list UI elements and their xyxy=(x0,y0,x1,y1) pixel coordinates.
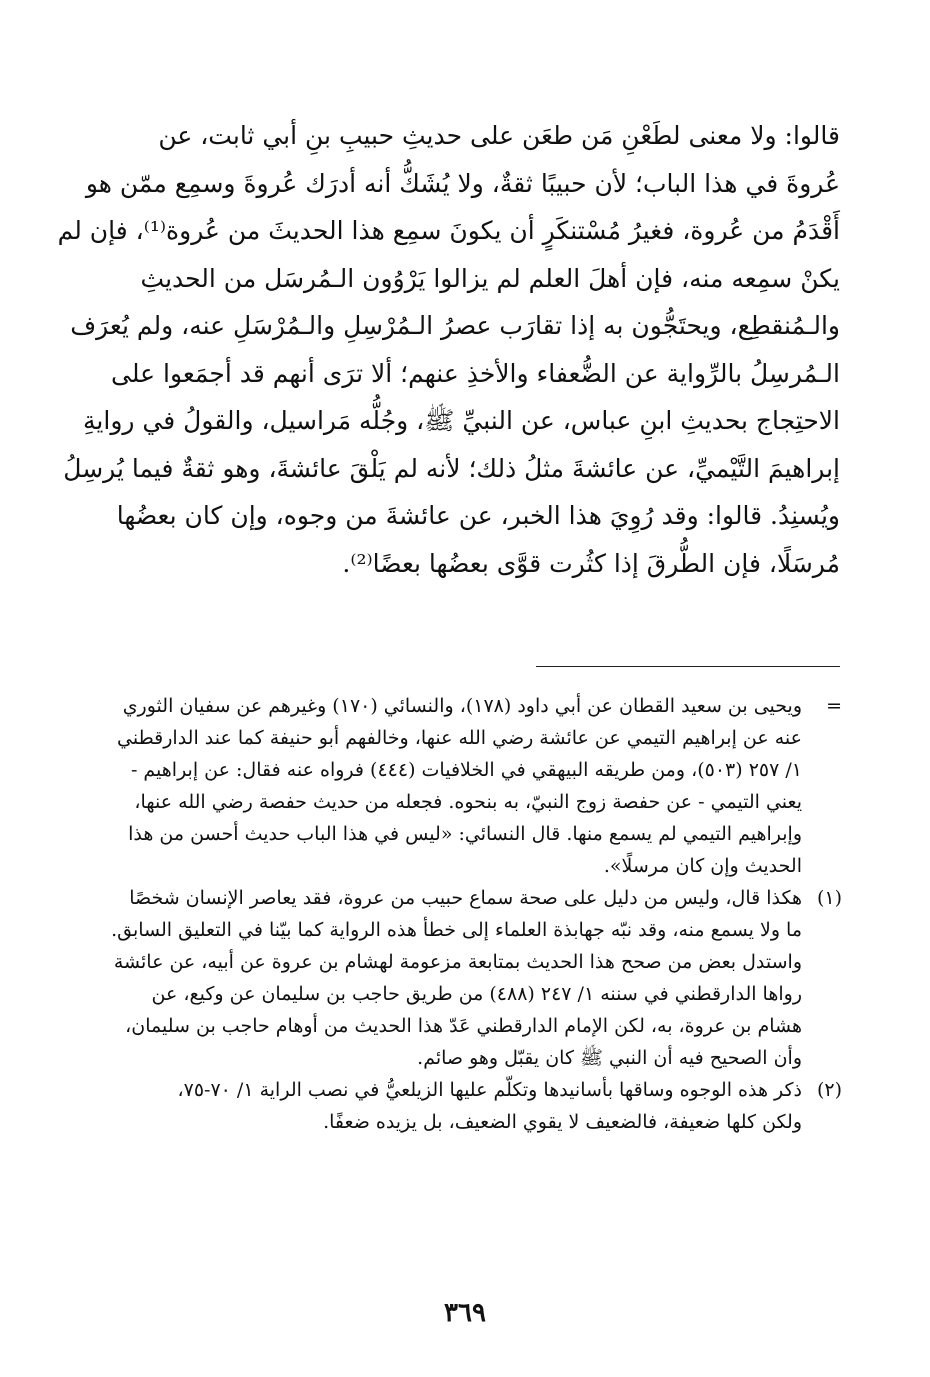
footnote-continuation-marker: = xyxy=(826,695,842,717)
main-text-line: الـمُرسِلُ بالرِّواية عن الضُّعفاء والأخذِ عنهم؛ ألا ترَى أنهم قد أجمَعوا على xyxy=(111,358,840,388)
footnote-line: يعني التيمي - عن حفصة زوج النبيّ، به بنحوه. فجعله من حديث حفصة رضي الله عنها، xyxy=(134,791,802,813)
main-text-line: مُرسَلًا، فإن الطُّرقَ إذا كثُرت قوَّى بعضُها بعضًا⁽²⁾. xyxy=(342,548,840,578)
footnote-divider xyxy=(536,666,840,667)
footnotes-section xyxy=(100,690,842,1138)
footnote-line: واستدل بعض من صحح هذا الحديث بمتابعة مزعومة لهشام بن عروة عن أبيه، عن عائشة xyxy=(113,951,802,973)
footnote-line: رواها الدارقطني في سننه ١/ ٢٤٧ (٤٨٨) من طريق حاجب بن سليمان عن وكيع، عن xyxy=(151,983,802,1005)
main-text-line: الاحتِجاج بحديثِ ابنِ عباس، عن النبيِّ ﷺ، وجُلُّه مَراسيل، والقولُ في روايةِ xyxy=(83,406,840,435)
main-text-line: أَقْدَمُ من عُروة، فغيرُ مُسْتنكَرٍ أن يكونَ سمِع هذا الحديثَ من عُروة⁽¹⁾، فإن لم xyxy=(57,216,840,245)
footnote-line: وإبراهيم التيمي لم يسمع منها. قال النسائي: «ليس في هذا الباب حديث أحسن من هذا xyxy=(128,823,802,845)
footnote-line: الحديث وإن كان مرسلًا». xyxy=(603,855,802,877)
main-text-line: والـمُنقطِع، ويحتَجُّون به إذا تقارَب عصرُ الـمُرْسِلِ والـمُرْسَلِ عنه، ولم يُعرَف xyxy=(70,311,840,340)
main-text-line: ويُسنِدُ. قالوا: وقد رُوِيَ هذا الخبر، عن عائشةَ من وجوه، وإن كان بعضُها xyxy=(116,501,840,530)
main-text-line: يكنْ سمِعه منه، فإن أهلَ العلم لم يزالوا يَرْوُون الـمُرسَل من الحديثِ xyxy=(140,263,840,293)
footnote-line: (١)هكذا قال، وليس من دليل على صحة سماع حبيب من عروة، فقد يعاصر الإنسان شخصًا xyxy=(100,882,842,914)
footnote-2 xyxy=(100,1074,842,1138)
footnote-line: ١/ ٢٥٧ (٥٠٣)، ومن طريقه البيهقي في الخلافيات (٤٤٤) فرواه عنه فقال: عن إبراهيم - xyxy=(130,759,802,781)
footnote-line: ما ولا يسمع منه، وقد نبّه جهابذة العلماء إلى خطأ هذه الرواية كما بيّنا في التعليق السابق. xyxy=(111,919,802,941)
footnote-line: عنه عن إبراهيم التيمي عن عائشة رضي الله عنها، وخالفهم أبو حنيفة كما عند الدارقطني xyxy=(117,727,802,749)
main-text-line: قالوا: ولا معنى لطَعْنِ مَن طعَن على حديثِ حبيبِ بنِ أبي ثابت، عن xyxy=(158,121,840,150)
footnote-line: وأن الصحيح فيه أن النبي ﷺ كان يقبّل وهو صائم. xyxy=(417,1047,802,1069)
main-text-body xyxy=(57,112,840,587)
footnote-1 xyxy=(100,882,842,1074)
main-text-line: عُروةَ في هذا الباب؛ لأن حبيبًا ثقةٌ، ولا يُشَكُّ أنه أدرَك عُروةَ وسمِع ممّن هو xyxy=(85,168,840,198)
footnote-line: ولكن كلها ضعيفة، فالضعيف لا يقوي الضعيف، بل يزيده ضعفًا. xyxy=(323,1111,802,1133)
main-text-line: إبراهيمَ التَّيْميِّ، عن عائشةَ مثلُ ذلك؛ لأنه لم يَلْقَ عائشةَ، وهو ثقةٌ فيما يُرسِلُ xyxy=(63,453,840,483)
footnote-line: هشام بن عروة، به، لكن الإمام الدارقطني عَدّ هذا الحديث من أوهام حاجب بن سليمان، xyxy=(125,1015,802,1037)
footnote-continuation xyxy=(100,690,842,882)
footnote-2-marker: (٢) xyxy=(816,1079,842,1101)
footnote-line: =ويحيى بن سعيد القطان عن أبي داود (١٧٨)، والنسائي (١٧٠) وغيرهم عن سفيان الثوري xyxy=(100,690,842,722)
footnote-1-marker: (١) xyxy=(816,887,842,909)
page-number: ٣٦٩ xyxy=(444,1298,486,1328)
footnote-line: (٢)ذكر هذه الوجوه وساقها بأسانيدها وتكلّم عليها الزيلعيُّ في نصب الراية ١/ ٧٠-٧٥، xyxy=(100,1074,842,1106)
